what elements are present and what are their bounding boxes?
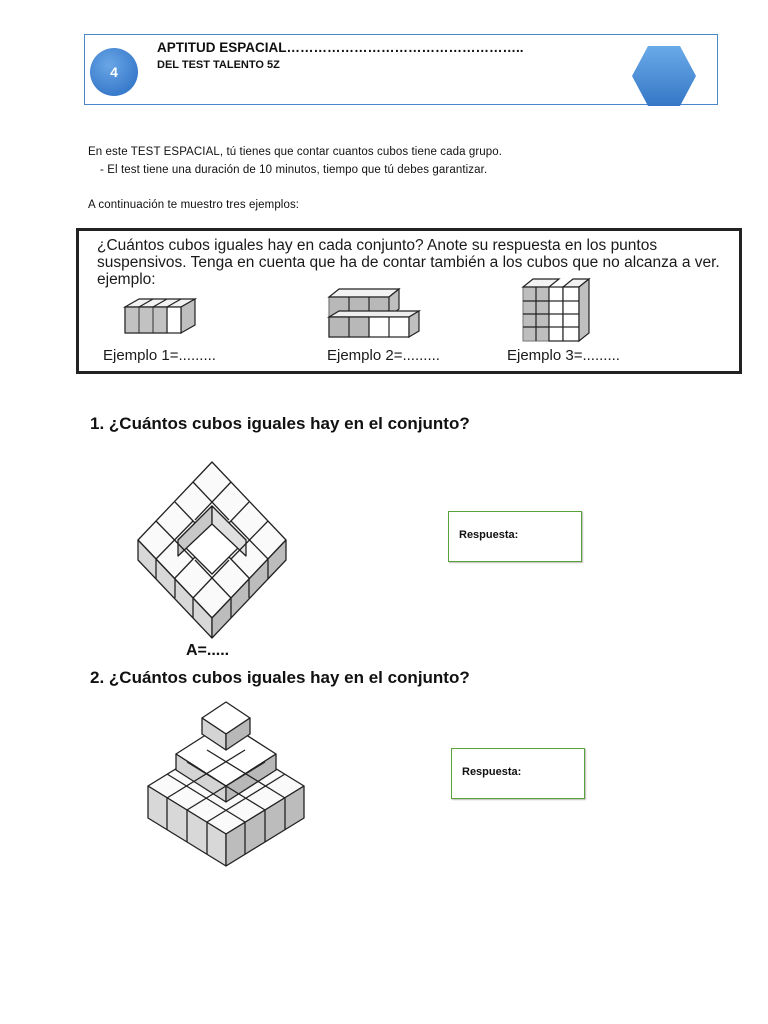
question-2-figure [146, 698, 308, 870]
question-2-number: 2. [90, 668, 105, 687]
question-2-text: ¿Cuántos cubos iguales hay en el conjunto? [108, 668, 470, 687]
intro-line-2: - El test tiene una duración de 10 minutos, tiempo que tú debes garantizar. [100, 164, 488, 176]
example-2-label: Ejemplo 2=......... [327, 347, 440, 364]
question-1-text: ¿Cuántos cubos iguales hay en el conjunto? [108, 414, 470, 433]
examples-instructions: ¿Cuántos cubos iguales hay en cada conjunto? Anote su respuesta en los puntos suspensivos. Tenga en cuenta que ha de contar también a los cubos que no alcanza a ver. ejemplo: [97, 237, 720, 288]
question-1-answer-label: Respuesta: [459, 529, 519, 541]
example-3-label: Ejemplo 3=......... [507, 347, 620, 364]
question-2-answer-label: Respuesta: [462, 766, 522, 778]
question-1-figure [134, 458, 290, 642]
question-2-answer-box[interactable] [451, 748, 585, 799]
question-1-answer-box[interactable] [448, 511, 582, 562]
hexagon-icon [632, 44, 696, 108]
intro-line-3: A continuación te muestro tres ejemplos: [88, 199, 300, 211]
question-1-figure-label: A=..... [186, 642, 230, 659]
page-subtitle: DEL TEST TALENTO 5Z [157, 59, 280, 71]
example-3-figure [519, 277, 603, 345]
example-1-figure [121, 295, 201, 337]
question-1-number: 1. [90, 414, 105, 433]
question-2-title [90, 668, 470, 688]
example-1-label: Ejemplo 1=......... [103, 347, 216, 364]
examples-box [76, 228, 742, 374]
page-title: APTITUD ESPACIAL…………………………………………….. [157, 40, 524, 55]
example-2-figure [323, 285, 423, 341]
page-number-badge: 4 [90, 48, 138, 96]
intro-line-1: En este TEST ESPACIAL, tú tienes que contar cuantos cubos tiene cada grupo. [88, 146, 503, 158]
question-1-title [90, 414, 470, 434]
